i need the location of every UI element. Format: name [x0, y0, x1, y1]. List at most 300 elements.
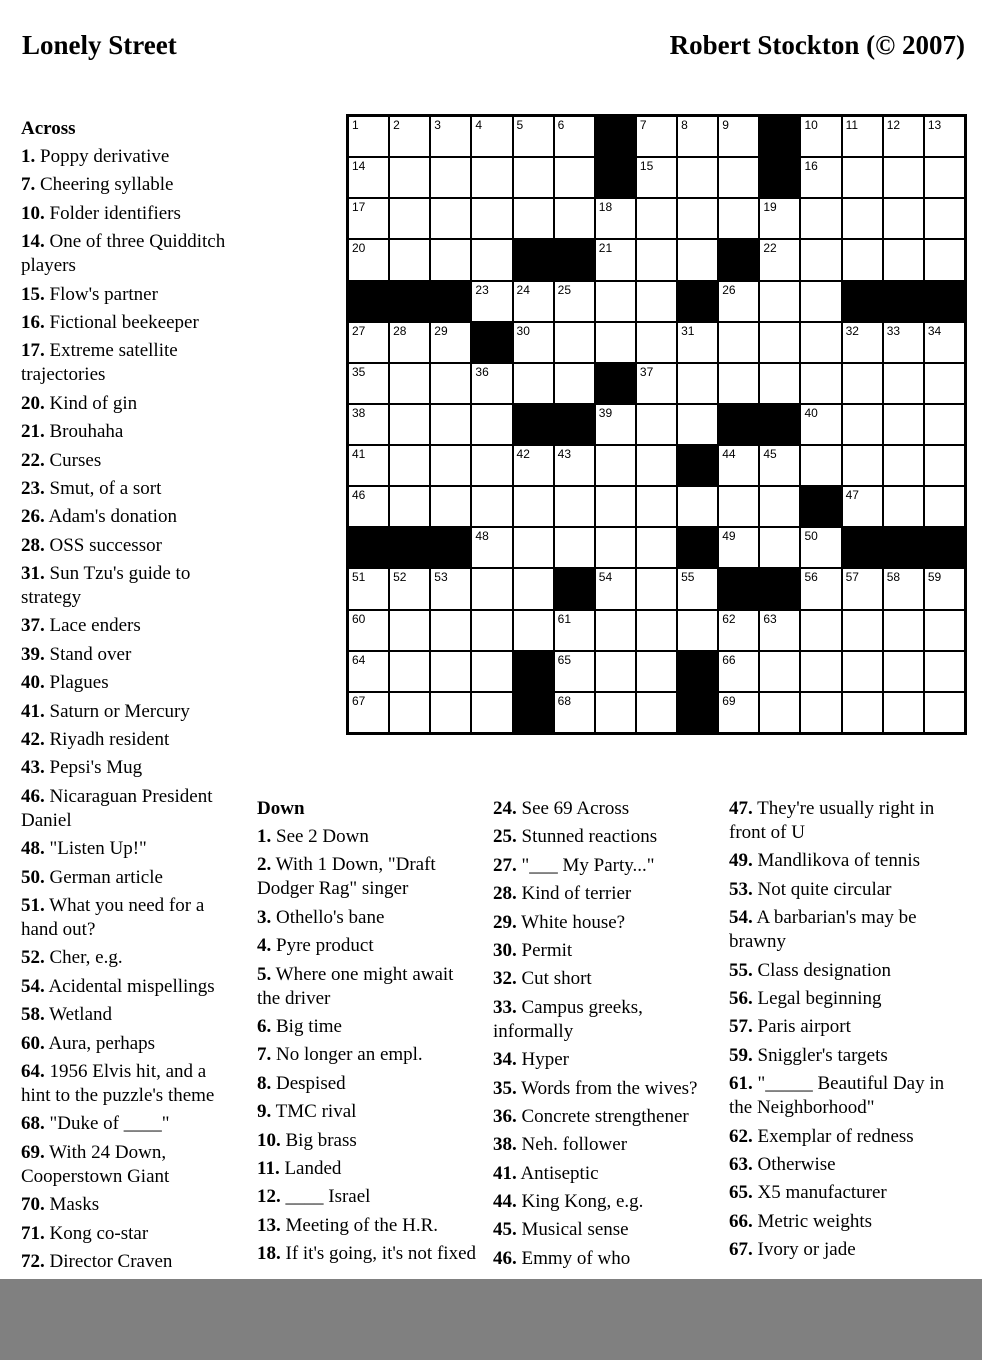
grid-cell[interactable] — [472, 569, 511, 608]
grid-cell[interactable] — [596, 693, 635, 732]
grid-cell[interactable] — [390, 240, 429, 279]
grid-cell[interactable] — [472, 158, 511, 197]
grid-cell[interactable] — [678, 240, 717, 279]
clue-text: Sun Tzu's guide to strategy — [21, 563, 191, 609]
clue-text: Poppy derivative — [40, 146, 170, 167]
grid-cell[interactable] — [884, 158, 923, 197]
grid-cell[interactable] — [596, 611, 635, 650]
clue — [21, 534, 237, 558]
grid-cell[interactable] — [472, 364, 511, 403]
clue-number: 6. — [257, 1015, 272, 1037]
clue-text: Stunned reactions — [521, 826, 658, 848]
clue-number: 62. — [729, 1125, 753, 1147]
grid-cell[interactable] — [801, 158, 840, 197]
grid-cell[interactable] — [555, 611, 594, 650]
grid-cell[interactable] — [760, 199, 799, 238]
grid-cell[interactable] — [678, 364, 717, 403]
clue-text: If it's going, it's not fixed — [285, 1243, 477, 1265]
clue-number: 1. — [21, 146, 36, 167]
grid-cell[interactable] — [431, 569, 470, 608]
grid-cell[interactable] — [637, 199, 676, 238]
grid-cell[interactable] — [431, 611, 470, 650]
grid-cell[interactable] — [925, 158, 964, 197]
clue-number: 32. — [493, 968, 517, 990]
grid-cell[interactable] — [637, 158, 676, 197]
grid-cell[interactable] — [596, 405, 635, 444]
grid-cell[interactable] — [843, 611, 882, 650]
grid-cell[interactable] — [719, 158, 758, 197]
grid-cell[interactable] — [760, 693, 799, 732]
grid-cell[interactable] — [719, 323, 758, 362]
grid-cell[interactable] — [431, 652, 470, 691]
clue-text: 1956 Elvis hit, and a hint to the puzzle's theme — [21, 1060, 215, 1106]
grid-cell[interactable] — [555, 323, 594, 362]
clue-text: See 2 Down — [276, 826, 369, 847]
clue — [21, 1250, 237, 1274]
clue-text: Big time — [276, 1015, 342, 1037]
grid-cell[interactable] — [637, 364, 676, 403]
grid-cell[interactable] — [472, 446, 511, 485]
black-square — [514, 693, 553, 732]
grid-cell[interactable] — [390, 199, 429, 238]
clue-text: "___ My Party..." — [521, 854, 655, 876]
grid-cell[interactable] — [349, 323, 388, 362]
clue — [21, 671, 237, 695]
black-square — [596, 364, 635, 403]
cell-number: 12 — [886, 118, 901, 132]
clue-text: Pepsi's Mug — [49, 757, 143, 779]
clue — [493, 1077, 715, 1101]
grid-cell[interactable] — [390, 446, 429, 485]
clue — [257, 825, 479, 849]
clue-text: Words from the wives? — [521, 1077, 698, 1099]
grid-cell[interactable] — [555, 652, 594, 691]
grid-cell[interactable] — [390, 364, 429, 403]
grid-cell[interactable] — [431, 405, 470, 444]
clue — [493, 996, 715, 1044]
grid-cell[interactable] — [678, 323, 717, 362]
grid-cell[interactable] — [719, 652, 758, 691]
clue-text: With 24 Down, Cooperstown Giant — [21, 1141, 170, 1187]
grid-cell[interactable] — [925, 405, 964, 444]
grid-cell[interactable] — [596, 199, 635, 238]
cell-number: 3 — [434, 118, 441, 132]
grid-cell[interactable] — [349, 158, 388, 197]
grid-cell[interactable] — [637, 240, 676, 279]
grid-cell[interactable] — [760, 282, 799, 321]
clue — [21, 894, 237, 942]
clue-number: 33. — [493, 996, 517, 1018]
cell-number: 59 — [927, 570, 942, 585]
grid-cell[interactable] — [431, 240, 470, 279]
black-square — [555, 569, 594, 608]
cell-number: 49 — [722, 529, 736, 544]
clue-text: Saturn or Mercury — [49, 700, 190, 722]
grid-cell[interactable] — [472, 693, 511, 732]
grid-cell[interactable] — [431, 158, 470, 197]
grid-cell[interactable] — [596, 282, 635, 321]
clue-number: 65. — [729, 1182, 753, 1204]
grid-cell[interactable] — [472, 487, 511, 526]
grid-cell[interactable] — [760, 652, 799, 691]
grid-cell[interactable] — [514, 158, 553, 197]
clue-text: See 69 Across — [521, 798, 630, 819]
clue — [729, 1072, 969, 1120]
grid-cell[interactable] — [596, 240, 635, 279]
grid-cell[interactable] — [637, 487, 676, 526]
grid-cell[interactable] — [843, 240, 882, 279]
clue-text: Landed — [284, 1157, 342, 1179]
grid-cell[interactable] — [637, 446, 676, 485]
cell-number: 13 — [927, 118, 942, 132]
grid-cell[interactable] — [843, 117, 882, 156]
clue-number: 50. — [21, 866, 45, 888]
grid-cell[interactable] — [801, 199, 840, 238]
cell-number: 43 — [557, 447, 572, 462]
clue-number: 46. — [21, 785, 45, 807]
clue-text: Where one might await the driver — [257, 963, 454, 1009]
clue-text: With 1 Down, "Draft Dodger Rag" singer — [257, 854, 436, 900]
clue — [493, 967, 715, 991]
grid-cell[interactable] — [925, 199, 964, 238]
grid-cell[interactable] — [472, 199, 511, 238]
clue-text: Not quite circular — [757, 878, 892, 900]
clue — [257, 853, 479, 901]
black-square — [596, 117, 635, 156]
clue-number: 14. — [21, 231, 45, 253]
clue — [21, 975, 237, 999]
grid-cell[interactable] — [390, 117, 429, 156]
grid-cell[interactable] — [678, 611, 717, 650]
clue — [21, 1060, 237, 1108]
cell-number: 10 — [804, 118, 818, 132]
grid-cell[interactable] — [678, 199, 717, 238]
grid-cell[interactable] — [884, 652, 923, 691]
grid-cell[interactable] — [925, 611, 964, 650]
black-square — [472, 323, 511, 362]
clue-text: Director Craven — [49, 1250, 173, 1272]
grid-cell[interactable] — [925, 446, 964, 485]
grid-cell[interactable] — [349, 405, 388, 444]
grid-cell[interactable] — [719, 199, 758, 238]
clue-text: Brouhaha — [49, 421, 124, 443]
grid-cell[interactable] — [390, 693, 429, 732]
grid-cell[interactable] — [843, 693, 882, 732]
clue — [21, 946, 237, 970]
grid-cell[interactable] — [555, 528, 594, 567]
grid-cell[interactable] — [843, 405, 882, 444]
grid-cell[interactable] — [719, 487, 758, 526]
clue-number: 9. — [257, 1101, 272, 1123]
grid-cell[interactable] — [801, 446, 840, 485]
black-square — [390, 282, 429, 321]
grid-cell[interactable] — [637, 611, 676, 650]
grid-cell[interactable] — [349, 199, 388, 238]
grid-cell[interactable] — [349, 487, 388, 526]
grid-cell[interactable] — [431, 693, 470, 732]
grid-cell[interactable] — [719, 117, 758, 156]
clue-number: 22. — [21, 449, 45, 471]
grid-cell[interactable] — [349, 569, 388, 608]
cell-number: 65 — [557, 652, 572, 667]
grid-cell[interactable] — [884, 117, 923, 156]
cell-number: 34 — [927, 323, 942, 338]
grid-cell[interactable] — [884, 240, 923, 279]
clue — [257, 1185, 479, 1209]
grid-cell[interactable] — [514, 528, 553, 567]
grid-cell[interactable] — [349, 611, 388, 650]
grid-cell[interactable] — [431, 446, 470, 485]
grid-cell[interactable] — [925, 487, 964, 526]
grid-cell[interactable] — [472, 611, 511, 650]
grid-cell[interactable] — [555, 446, 594, 485]
grid-cell[interactable] — [349, 117, 388, 156]
grid-cell[interactable] — [760, 240, 799, 279]
black-square — [719, 405, 758, 444]
grid-cell[interactable] — [884, 199, 923, 238]
grid-cell[interactable] — [431, 199, 470, 238]
grid-cell[interactable] — [760, 528, 799, 567]
grid-cell[interactable] — [801, 652, 840, 691]
grid-cell[interactable] — [514, 569, 553, 608]
grid-cell[interactable] — [678, 158, 717, 197]
grid-cell[interactable] — [719, 364, 758, 403]
grid-cell[interactable] — [349, 693, 388, 732]
grid-cell[interactable] — [514, 364, 553, 403]
grid-cell[interactable] — [555, 487, 594, 526]
grid-cell[interactable] — [843, 652, 882, 691]
grid-cell[interactable] — [349, 240, 388, 279]
grid-cell[interactable] — [719, 282, 758, 321]
grid-cell[interactable] — [472, 405, 511, 444]
cell-number: 56 — [804, 570, 818, 585]
grid-cell[interactable] — [596, 652, 635, 691]
grid-cell[interactable] — [760, 611, 799, 650]
grid-cell[interactable] — [637, 282, 676, 321]
black-square — [801, 487, 840, 526]
grid-cell[interactable] — [555, 693, 594, 732]
clue — [493, 1247, 715, 1271]
grid-cell[interactable] — [390, 569, 429, 608]
clue-text: Hyper — [521, 1049, 569, 1071]
grid-cell[interactable] — [349, 446, 388, 485]
cell-number: 6 — [557, 118, 565, 132]
clue-number: 72. — [21, 1250, 45, 1272]
grid-cell[interactable] — [801, 528, 840, 567]
clue-number: 13. — [257, 1214, 281, 1236]
clue-number: 12. — [257, 1186, 281, 1208]
grid-cell[interactable] — [431, 487, 470, 526]
grid-cell[interactable] — [884, 569, 923, 608]
clue — [257, 1242, 479, 1266]
cell-number: 1 — [352, 118, 359, 132]
grid-cell[interactable] — [514, 117, 553, 156]
grid-cell[interactable] — [719, 446, 758, 485]
grid-cell[interactable] — [801, 323, 840, 362]
clue-number: 43. — [21, 757, 45, 779]
clue-number: 23. — [21, 477, 45, 499]
clue — [493, 939, 715, 963]
grid-cell[interactable] — [925, 364, 964, 403]
cell-number: 55 — [681, 570, 695, 585]
grid-cell[interactable] — [514, 199, 553, 238]
bottom-gray-bar — [0, 1279, 982, 1360]
grid-cell[interactable] — [925, 693, 964, 732]
grid-cell[interactable] — [390, 611, 429, 650]
clue — [493, 1218, 715, 1242]
cell-number: 44 — [722, 447, 736, 462]
grid-cell[interactable] — [349, 652, 388, 691]
grid-cell[interactable] — [843, 487, 882, 526]
grid-cell[interactable] — [719, 528, 758, 567]
grid-cell[interactable] — [884, 446, 923, 485]
grid-cell[interactable] — [760, 323, 799, 362]
clue — [493, 825, 715, 849]
grid-cell[interactable] — [431, 117, 470, 156]
grid-cell[interactable] — [925, 652, 964, 691]
clue-number: 39. — [21, 643, 45, 665]
cell-number: 28 — [393, 323, 407, 338]
clue-text: Plagues — [49, 672, 109, 694]
grid-cell[interactable] — [801, 240, 840, 279]
grid-cell[interactable] — [925, 323, 964, 362]
grid-cell[interactable] — [390, 323, 429, 362]
grid-cell[interactable] — [678, 405, 717, 444]
grid-cell[interactable] — [472, 117, 511, 156]
cell-number: 33 — [886, 323, 901, 338]
grid-cell[interactable] — [390, 487, 429, 526]
clue-text: Kong co-star — [49, 1222, 149, 1244]
grid-cell[interactable] — [349, 364, 388, 403]
grid-cell[interactable] — [925, 569, 964, 608]
grid-cell[interactable] — [390, 652, 429, 691]
clue-number: 38. — [493, 1134, 517, 1156]
grid-cell[interactable] — [596, 569, 635, 608]
grid-cell[interactable] — [514, 446, 553, 485]
grid-cell[interactable] — [514, 611, 553, 650]
cell-number: 7 — [639, 118, 647, 132]
grid-cell[interactable] — [637, 117, 676, 156]
grid-cell[interactable] — [390, 158, 429, 197]
black-square — [596, 158, 635, 197]
black-square — [555, 405, 594, 444]
grid-cell[interactable] — [472, 528, 511, 567]
grid-cell[interactable] — [801, 117, 840, 156]
clue — [729, 1238, 969, 1262]
grid-cell[interactable] — [637, 323, 676, 362]
grid-cell[interactable] — [596, 446, 635, 485]
cell-number: 52 — [393, 570, 407, 585]
grid-cell[interactable] — [884, 693, 923, 732]
clue-text: White house? — [521, 911, 626, 933]
grid-cell[interactable] — [843, 158, 882, 197]
clue-text: They're usually right in front of U — [729, 798, 935, 843]
cell-number: 58 — [886, 570, 901, 585]
grid-cell[interactable] — [801, 405, 840, 444]
grid-cell[interactable] — [514, 323, 553, 362]
grid-cell[interactable] — [596, 487, 635, 526]
grid-cell[interactable] — [884, 611, 923, 650]
grid-cell[interactable] — [596, 528, 635, 567]
grid-cell[interactable] — [843, 364, 882, 403]
grid-cell[interactable] — [637, 569, 676, 608]
grid-cell[interactable] — [801, 693, 840, 732]
cell-number: 53 — [434, 570, 448, 585]
grid-cell[interactable] — [555, 199, 594, 238]
clue — [257, 1072, 479, 1096]
grid-cell[interactable] — [472, 282, 511, 321]
cell-number: 63 — [763, 611, 777, 626]
grid-cell[interactable] — [472, 240, 511, 279]
grid-cell[interactable] — [555, 282, 594, 321]
grid-cell[interactable] — [719, 611, 758, 650]
grid-cell[interactable] — [719, 693, 758, 732]
grid-cell[interactable] — [760, 364, 799, 403]
clue — [493, 1162, 715, 1186]
grid-cell[interactable] — [801, 282, 840, 321]
clue — [21, 1141, 237, 1189]
grid-cell[interactable] — [925, 117, 964, 156]
clue-number: 36. — [493, 1105, 517, 1127]
grid-cell[interactable] — [843, 569, 882, 608]
grid-cell[interactable] — [884, 364, 923, 403]
grid-cell[interactable] — [596, 323, 635, 362]
grid-cell[interactable] — [925, 240, 964, 279]
grid-cell[interactable] — [843, 199, 882, 238]
grid-cell[interactable] — [678, 487, 717, 526]
grid-cell[interactable] — [390, 405, 429, 444]
grid-cell[interactable] — [678, 569, 717, 608]
grid-cell[interactable] — [678, 117, 717, 156]
grid-cell[interactable] — [884, 487, 923, 526]
grid-cell[interactable] — [472, 652, 511, 691]
grid-cell[interactable] — [555, 117, 594, 156]
grid-cell[interactable] — [637, 528, 676, 567]
black-square — [678, 282, 717, 321]
grid-cell[interactable] — [431, 364, 470, 403]
grid-cell[interactable] — [637, 652, 676, 691]
grid-cell[interactable] — [760, 487, 799, 526]
grid-cell[interactable] — [884, 405, 923, 444]
clue-text: Cut short — [521, 968, 592, 990]
clue-number: 58. — [21, 1004, 45, 1026]
cell-number: 5 — [516, 118, 524, 132]
grid-cell[interactable] — [637, 405, 676, 444]
cell-number: 50 — [804, 529, 818, 544]
clue-text: Flow's partner — [49, 283, 158, 305]
grid-cell[interactable] — [801, 611, 840, 650]
cell-number: 9 — [722, 118, 729, 132]
grid-cell[interactable] — [431, 323, 470, 362]
grid-cell[interactable] — [843, 323, 882, 362]
grid-cell[interactable] — [514, 487, 553, 526]
clue — [21, 785, 237, 833]
grid-cell[interactable] — [801, 364, 840, 403]
grid-cell[interactable] — [637, 693, 676, 732]
black-square — [514, 240, 553, 279]
grid-cell[interactable] — [801, 569, 840, 608]
clue-text: Masks — [49, 1194, 100, 1216]
grid-cell[interactable] — [555, 364, 594, 403]
clue-text: Acidental mispellings — [48, 975, 215, 997]
grid-cell[interactable] — [760, 446, 799, 485]
grid-cell[interactable] — [514, 282, 553, 321]
grid-cell[interactable] — [884, 323, 923, 362]
grid-cell[interactable] — [555, 158, 594, 197]
clue-number: 35. — [493, 1077, 517, 1099]
grid-cell[interactable] — [843, 446, 882, 485]
clue — [257, 1157, 479, 1181]
